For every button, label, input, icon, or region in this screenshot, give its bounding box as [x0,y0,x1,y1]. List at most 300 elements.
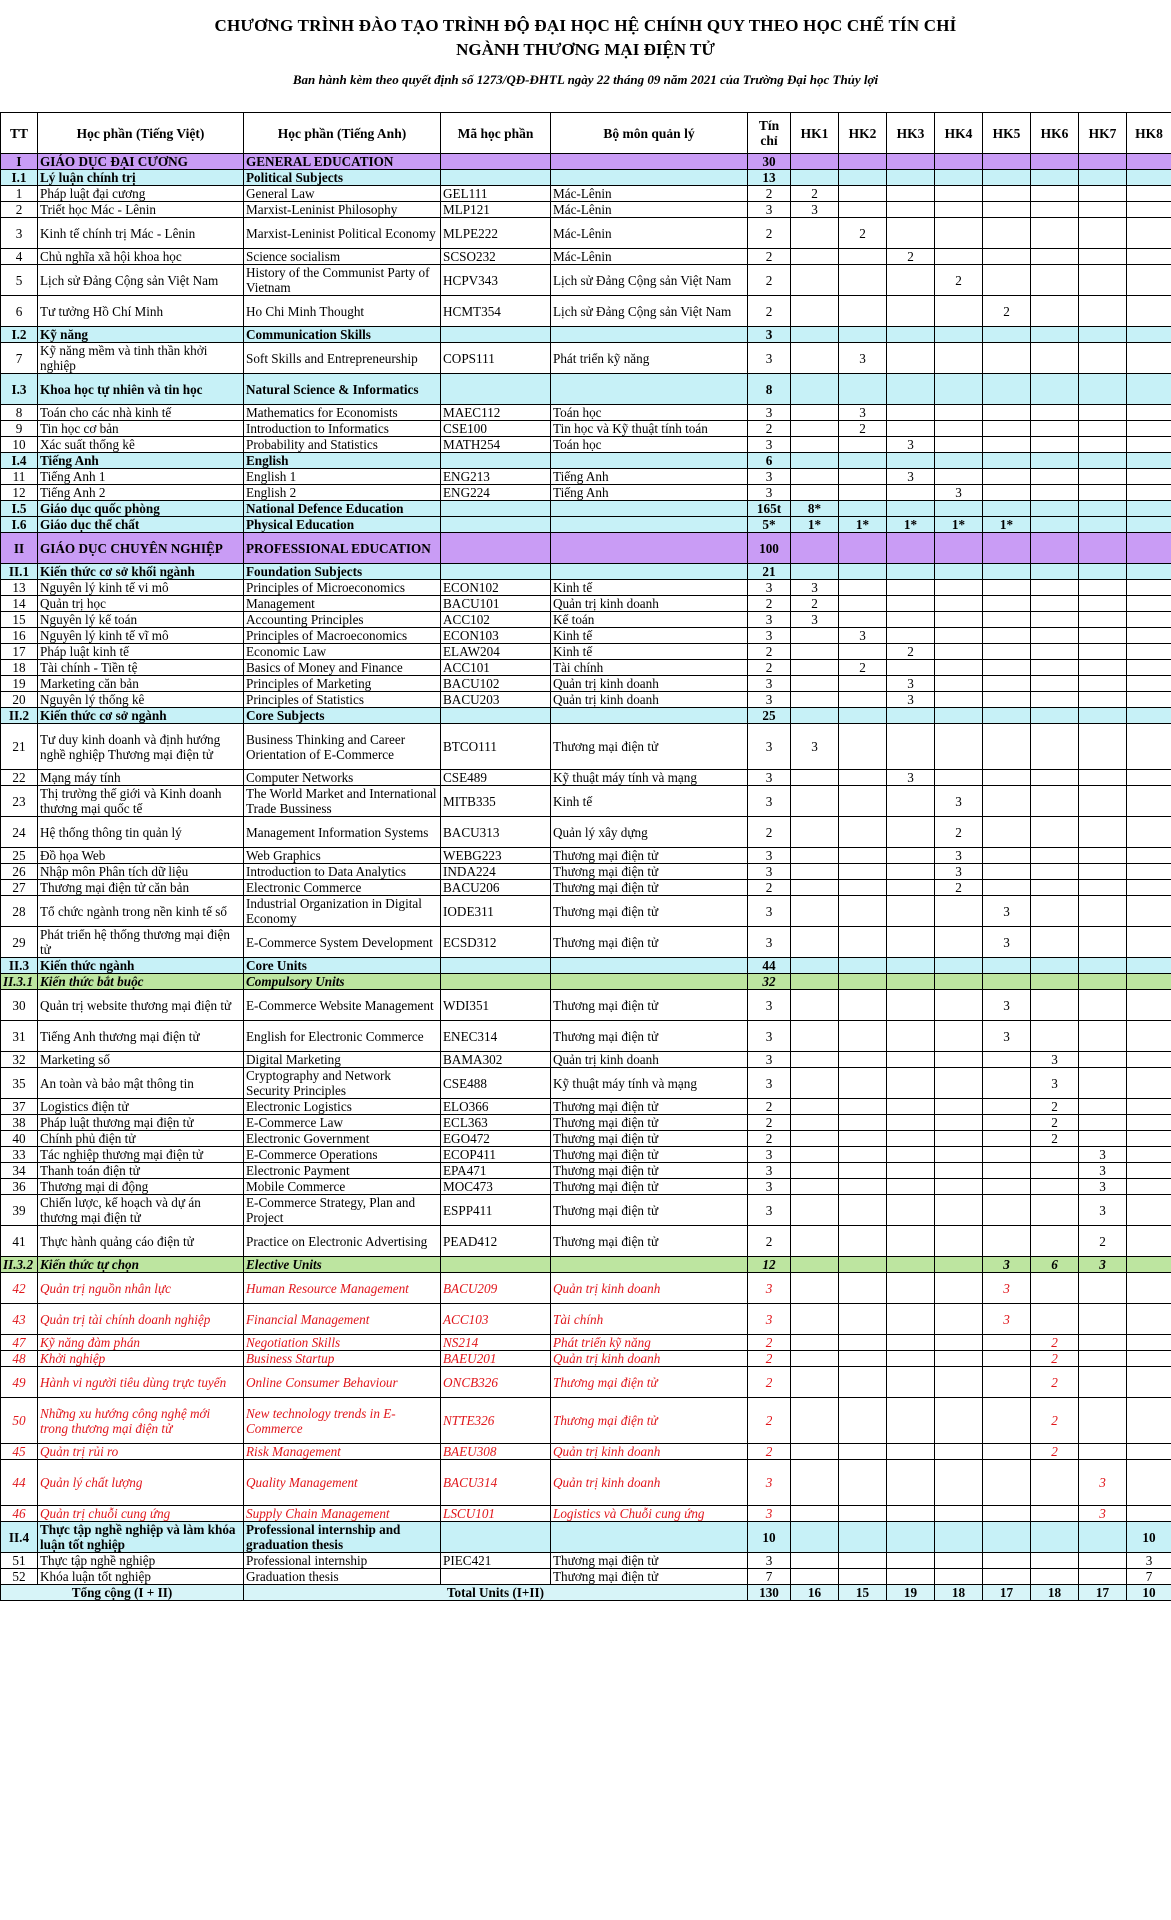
cell-hk1: 3 [791,202,839,218]
cell-hk8: 10 [1127,1522,1171,1553]
cell-credits: 3 [748,770,791,786]
cell-department: Thương mại điện tử [551,990,748,1021]
cell-department: Thương mại điện tử [551,1195,748,1226]
table-row [1,249,1171,265]
cell-course-name-en: Web Graphics [244,848,441,864]
cell-hk2 [839,485,887,501]
cell-hk8 [1127,202,1171,218]
cell-hk1 [791,1460,839,1506]
cell-hk5 [983,770,1031,786]
cell-course-name-vi: Kỹ năng [38,327,244,343]
table-row [1,469,1171,485]
cell-hk5 [983,644,1031,660]
cell-credits: 3 [748,612,791,628]
cell-course-code: MLPE222 [441,218,551,249]
cell-course-name-vi: Hệ thống thông tin quản lý [38,817,244,848]
cell-course-name-en: The World Market and International Trade Bussiness [244,786,441,817]
cell-credits: 8 [748,374,791,405]
cell-credits: 3 [748,1195,791,1226]
cell-course-name-vi: Nhập môn Phân tích dữ liệu [38,864,244,880]
cell-department [551,958,748,974]
cell-hk6 [1031,1179,1079,1195]
cell-hk2 [839,437,887,453]
cell-hk3 [887,374,935,405]
page-subtitle-major: NGÀNH THƯƠNG MẠI ĐIỆN TỬ [456,40,715,59]
cell-course-name-en: Principles of Macroeconomics [244,628,441,644]
cell-course-name-en: E-Commerce Website Management [244,990,441,1021]
header-hk8: HK8 [1127,113,1171,154]
cell-course-name-vi: Kiến thức cơ sở khối ngành [38,564,244,580]
cell-department: Quản trị kinh doanh [551,1052,748,1068]
cell-hk1 [791,1444,839,1460]
cell-course-name-vi: Marketing số [38,1052,244,1068]
cell-tt: 34 [1,1163,38,1179]
cell-course-code [441,154,551,170]
cell-hk6 [1031,265,1079,296]
cell-course-name-vi: Tác nghiệp thương mại điện tử [38,1147,244,1163]
cell-hk5 [983,692,1031,708]
table-row [1,848,1171,864]
cell-course-name-vi: Nguyên lý thống kê [38,692,244,708]
cell-credits: 6 [748,453,791,469]
cell-hk8 [1127,249,1171,265]
cell-hk4 [935,1131,983,1147]
table-row [1,1398,1171,1444]
cell-hk3 [887,880,935,896]
cell-hk2 [839,249,887,265]
cell-hk8 [1127,1367,1171,1398]
cell-tt: II.1 [1,564,38,580]
cell-hk3: 3 [887,770,935,786]
cell-course-code: IODE311 [441,896,551,927]
cell-hk3: 1* [887,517,935,533]
cell-hk4 [935,958,983,974]
cell-course-code [441,517,551,533]
header-department: Bộ môn quản lý [551,113,748,154]
cell-department [551,170,748,186]
cell-course-name-vi: Pháp luật thương mại điện tử [38,1115,244,1131]
cell-hk2: 3 [839,628,887,644]
cell-hk8 [1127,296,1171,327]
cell-hk2 [839,990,887,1021]
cell-hk8 [1127,896,1171,927]
cell-course-name-en: English for Electronic Commerce [244,1021,441,1052]
cell-course-name-vi: Toán cho các nhà kinh tế [38,405,244,421]
cell-hk5 [983,1460,1031,1506]
cell-credits: 3 [748,676,791,692]
cell-hk6 [1031,676,1079,692]
cell-hk4: 18 [935,1585,983,1601]
cell-hk5 [983,1068,1031,1099]
cell-hk3 [887,1506,935,1522]
cell-hk1 [791,628,839,644]
cell-course-code: ESPP411 [441,1195,551,1226]
cell-hk7 [1079,202,1127,218]
cell-hk3 [887,1444,935,1460]
cell-hk7 [1079,580,1127,596]
header-hk3: HK3 [887,113,935,154]
cell-hk7: 3 [1079,1179,1127,1195]
cell-course-code: CSE488 [441,1068,551,1099]
cell-hk7 [1079,453,1127,469]
cell-tt: 9 [1,421,38,437]
section-row [1,1257,1171,1273]
cell-hk6 [1031,1147,1079,1163]
cell-course-code: BAEU201 [441,1351,551,1367]
cell-hk1 [791,564,839,580]
cell-hk5 [983,817,1031,848]
cell-tt: Tổng cộng (I + II) [1,1585,244,1601]
cell-credits: 3 [748,628,791,644]
cell-credits: 2 [748,421,791,437]
cell-hk2 [839,1131,887,1147]
cell-department: Quản trị kinh doanh [551,1460,748,1506]
cell-hk5 [983,596,1031,612]
cell-hk6 [1031,1304,1079,1335]
cell-tt: 39 [1,1195,38,1226]
cell-hk1: 3 [791,724,839,770]
cell-hk1 [791,1052,839,1068]
cell-department: Phát triển kỹ năng [551,1335,748,1351]
cell-course-code: BACU101 [441,596,551,612]
cell-course-name-vi: Những xu hướng công nghệ mới trong thương mại điện tử [38,1398,244,1444]
cell-hk2 [839,170,887,186]
cell-hk5 [983,265,1031,296]
cell-hk3 [887,1179,935,1195]
cell-department: Phát triển kỹ năng [551,343,748,374]
cell-tt: I.1 [1,170,38,186]
cell-hk6: 2 [1031,1367,1079,1398]
cell-hk7 [1079,724,1127,770]
cell-tt: 2 [1,202,38,218]
cell-hk5 [983,327,1031,343]
cell-course-name-vi: Kỹ năng mềm và tinh thần khởi nghiệp [38,343,244,374]
cell-hk4 [935,1351,983,1367]
cell-hk4 [935,1115,983,1131]
cell-course-code [441,958,551,974]
cell-hk8 [1127,864,1171,880]
cell-credits: 3 [748,864,791,880]
table-row [1,437,1171,453]
cell-hk2 [839,374,887,405]
cell-hk1 [791,1273,839,1304]
cell-hk6 [1031,202,1079,218]
cell-hk2 [839,848,887,864]
cell-hk7 [1079,1099,1127,1115]
cell-hk7 [1079,296,1127,327]
cell-hk7 [1079,421,1127,437]
header-hk5: HK5 [983,113,1031,154]
cell-hk1 [791,1335,839,1351]
cell-hk4 [935,1506,983,1522]
cell-hk5 [983,1147,1031,1163]
header-hk4: HK4 [935,113,983,154]
cell-hk2 [839,817,887,848]
cell-hk2 [839,1068,887,1099]
cell-hk6 [1031,405,1079,421]
cell-hk5 [983,1398,1031,1444]
cell-department: Kinh tế [551,644,748,660]
cell-hk1 [791,692,839,708]
cell-hk5 [983,1131,1031,1147]
cell-course-name-en: E-Commerce System Development [244,927,441,958]
cell-course-code [441,374,551,405]
cell-course-code: BACU313 [441,817,551,848]
cell-hk2 [839,1444,887,1460]
section-row [1,501,1171,517]
cell-hk4: 3 [935,485,983,501]
cell-hk1 [791,170,839,186]
cell-course-code: ECON102 [441,580,551,596]
cell-hk7 [1079,896,1127,927]
cell-credits: 3 [748,202,791,218]
cell-hk7 [1079,1304,1127,1335]
cell-hk1 [791,154,839,170]
cell-hk1 [791,644,839,660]
cell-credits: 10 [748,1522,791,1553]
cell-course-name-en: Management [244,596,441,612]
cell-hk5 [983,453,1031,469]
cell-hk5 [983,1163,1031,1179]
cell-course-name-en: Mobile Commerce [244,1179,441,1195]
cell-hk4 [935,644,983,660]
cell-hk1 [791,990,839,1021]
cell-hk4 [935,692,983,708]
cell-course-name-en: Introduction to Data Analytics [244,864,441,880]
cell-hk6 [1031,1569,1079,1585]
cell-course-name-vi: Nguyên lý kế toán [38,612,244,628]
cell-hk8 [1127,564,1171,580]
cell-hk8 [1127,501,1171,517]
cell-credits: 165t [748,501,791,517]
cell-hk6: 3 [1031,1052,1079,1068]
cell-course-name-en: Communication Skills [244,327,441,343]
cell-tt: 37 [1,1099,38,1115]
header-hk6: HK6 [1031,113,1079,154]
cell-hk2 [839,1351,887,1367]
table-header-row [1,113,1171,154]
cell-hk1 [791,1553,839,1569]
cell-hk1 [791,927,839,958]
cell-hk7: 3 [1079,1460,1127,1506]
cell-department: Kinh tế [551,628,748,644]
table-row [1,1163,1171,1179]
cell-hk2 [839,612,887,628]
cell-hk8 [1127,660,1171,676]
cell-hk6 [1031,1273,1079,1304]
cell-course-code: ENG213 [441,469,551,485]
cell-hk8 [1127,724,1171,770]
cell-hk3 [887,1351,935,1367]
section-row [1,564,1171,580]
cell-hk7 [1079,612,1127,628]
cell-tt: 13 [1,580,38,596]
cell-hk4 [935,218,983,249]
cell-tt: 47 [1,1335,38,1351]
cell-hk4 [935,343,983,374]
cell-credits: 2 [748,1115,791,1131]
cell-course-name-en: Marxist-Leninist Philosophy [244,202,441,218]
cell-hk2 [839,896,887,927]
cell-course-name-en: Economic Law [244,644,441,660]
cell-credits: 3 [748,1147,791,1163]
cell-hk4 [935,1553,983,1569]
cell-tt: II.3.2 [1,1257,38,1273]
cell-tt: 6 [1,296,38,327]
cell-hk8 [1127,1163,1171,1179]
cell-hk2 [839,1273,887,1304]
cell-hk3: 3 [887,437,935,453]
cell-hk6 [1031,596,1079,612]
cell-hk5 [983,1367,1031,1398]
cell-credits: 2 [748,249,791,265]
cell-hk1 [791,453,839,469]
cell-hk2 [839,864,887,880]
cell-credits: 100 [748,533,791,564]
cell-hk8 [1127,692,1171,708]
cell-hk5: 1* [983,517,1031,533]
cell-department: Thương mại điện tử [551,880,748,896]
cell-department: Thương mại điện tử [551,1226,748,1257]
cell-hk4 [935,974,983,990]
cell-hk2 [839,533,887,564]
cell-hk2 [839,708,887,724]
cell-hk2 [839,327,887,343]
cell-course-code: GEL111 [441,186,551,202]
cell-course-name-vi: Tổ chức ngành trong nền kinh tế số [38,896,244,927]
cell-course-code: WEBG223 [441,848,551,864]
section-row [1,327,1171,343]
cell-hk4 [935,437,983,453]
cell-hk3 [887,485,935,501]
cell-credits: 3 [748,1506,791,1522]
table-row [1,1226,1171,1257]
cell-hk8: 7 [1127,1569,1171,1585]
cell-hk2 [839,927,887,958]
table-row [1,1179,1171,1195]
table-row [1,1367,1171,1398]
cell-hk8 [1127,218,1171,249]
cell-hk1 [791,1351,839,1367]
cell-hk2 [839,1052,887,1068]
cell-tt: 22 [1,770,38,786]
cell-hk7 [1079,1444,1127,1460]
cell-hk3 [887,708,935,724]
cell-course-code: ACC102 [441,612,551,628]
cell-hk1 [791,1257,839,1273]
cell-hk5 [983,533,1031,564]
cell-hk6 [1031,708,1079,724]
cell-hk3 [887,580,935,596]
cell-tt: 19 [1,676,38,692]
cell-hk6 [1031,848,1079,864]
cell-tt: 30 [1,990,38,1021]
cell-hk6 [1031,421,1079,437]
cell-tt: I [1,154,38,170]
cell-hk2 [839,596,887,612]
cell-course-name-en: Risk Management [244,1444,441,1460]
cell-tt: I.6 [1,517,38,533]
table-row [1,786,1171,817]
cell-hk5 [983,249,1031,265]
cell-hk7 [1079,343,1127,374]
cell-hk8 [1127,453,1171,469]
cell-hk5 [983,485,1031,501]
cell-hk2 [839,296,887,327]
cell-hk5 [983,864,1031,880]
cell-hk8: 10 [1127,1585,1171,1601]
cell-hk3 [887,848,935,864]
cell-hk3: 2 [887,249,935,265]
cell-hk1 [791,437,839,453]
cell-hk3 [887,660,935,676]
cell-hk3 [887,265,935,296]
cell-department: Thương mại điện tử [551,927,748,958]
cell-hk2 [839,202,887,218]
cell-course-name-en: Total Units (I+II) [244,1585,748,1601]
cell-course-name-vi: Chính phủ điện tử [38,1131,244,1147]
cell-course-name-en: Science socialism [244,249,441,265]
cell-course-name-en: Supply Chain Management [244,1506,441,1522]
cell-course-code: ONCB326 [441,1367,551,1398]
cell-hk4 [935,1444,983,1460]
cell-credits: 3 [748,724,791,770]
cell-tt: 31 [1,1021,38,1052]
cell-hk4: 3 [935,786,983,817]
cell-course-name-vi: Pháp luật kinh tế [38,644,244,660]
cell-hk6 [1031,1163,1079,1179]
cell-hk1 [791,1522,839,1553]
cell-course-name-en: Practice on Electronic Advertising [244,1226,441,1257]
cell-course-code: WDI351 [441,990,551,1021]
cell-department [551,327,748,343]
cell-department: Kỹ thuật máy tính và mạng [551,770,748,786]
cell-hk7: 3 [1079,1195,1127,1226]
cell-course-name-en: Introduction to Informatics [244,421,441,437]
section-row [1,154,1171,170]
cell-hk5 [983,405,1031,421]
cell-course-name-en: General Law [244,186,441,202]
cell-credits: 3 [748,437,791,453]
cell-hk6 [1031,1553,1079,1569]
cell-hk4 [935,564,983,580]
cell-hk3 [887,724,935,770]
cell-department: Toán học [551,405,748,421]
cell-department: Thương mại điện tử [551,1131,748,1147]
cell-hk1 [791,958,839,974]
cell-hk4 [935,296,983,327]
cell-hk8 [1127,596,1171,612]
cell-hk5 [983,170,1031,186]
cell-tt: 35 [1,1068,38,1099]
cell-hk7 [1079,692,1127,708]
cell-hk8 [1127,848,1171,864]
cell-hk6 [1031,1021,1079,1052]
cell-course-name-vi: Khoa học tự nhiên và tin học [38,374,244,405]
cell-hk4 [935,1099,983,1115]
cell-hk1 [791,405,839,421]
cell-tt: 25 [1,848,38,864]
cell-hk3 [887,786,935,817]
cell-course-name-vi: Giáo dục quốc phòng [38,501,244,517]
cell-course-code: NS214 [441,1335,551,1351]
cell-course-name-vi: Quản trị nguồn nhân lực [38,1273,244,1304]
cell-course-code: MLP121 [441,202,551,218]
cell-tt: 16 [1,628,38,644]
cell-hk7 [1079,1335,1127,1351]
cell-course-code: CSE100 [441,421,551,437]
cell-hk5 [983,1506,1031,1522]
